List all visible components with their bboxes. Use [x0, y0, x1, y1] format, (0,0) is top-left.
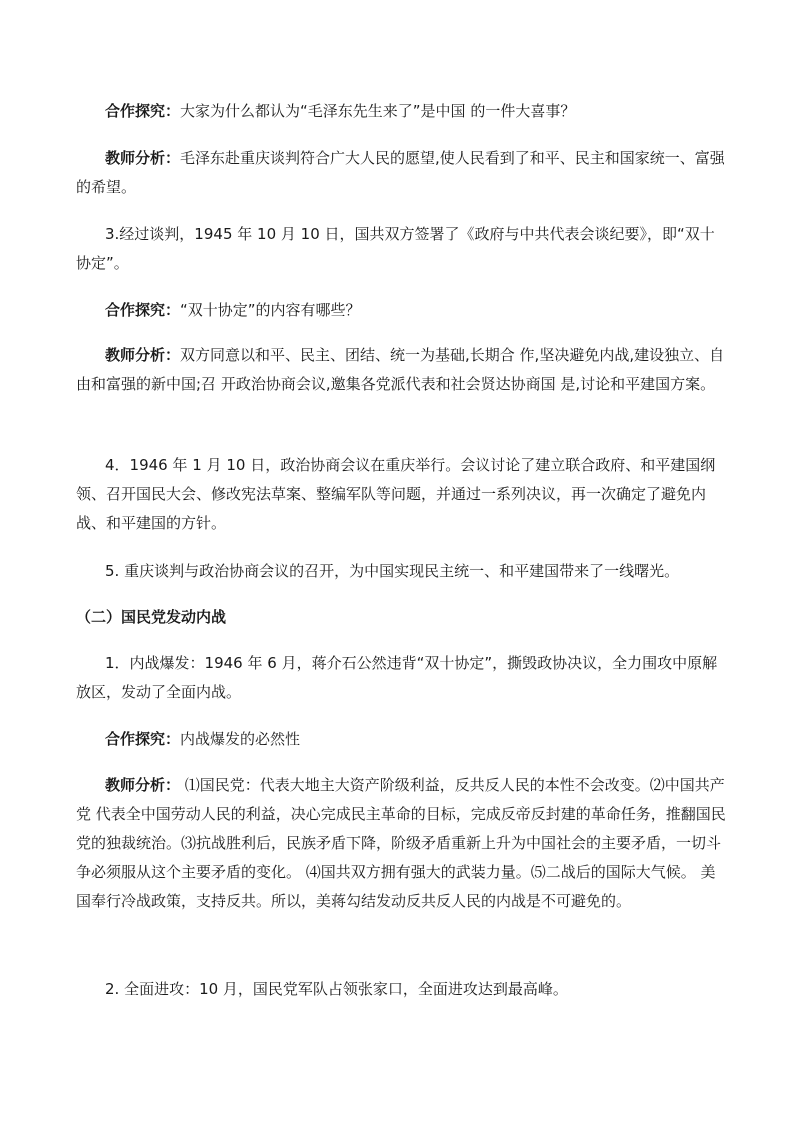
inquiry-label: 合作探究： — [105, 102, 181, 120]
paragraph-cooperative-inquiry-3 — [76, 725, 726, 754]
analysis-label: 教师分析： — [105, 149, 181, 167]
inquiry-text: “双十协定”的内容有哪些？ — [180, 301, 361, 319]
paragraph-point-5 — [76, 557, 726, 586]
paragraph-civil-war-outbreak — [76, 649, 726, 707]
analysis-label: 教师分析： — [105, 776, 181, 794]
analysis-text: 毛泽东赴重庆谈判符合广大人民的愿望,使人民看到了和平、民主和国家统一、富强的希望。 — [76, 149, 725, 196]
analysis-text: ⑴国民党：代表大地主大资产阶级利益，反共反人民的本性不会改变。⑵中国共产党 代表全中国劳动人民的利益，决心完成民主革命的目标，完成反帝反封建的革命任务，推翻国民党的独裁统治。⑶抗战胜利后，民族矛盾下降，阶级矛盾重新上升为中国社会的主要矛盾，一切斗争必须服从这个主要矛盾的变化。 ⑷国共双方拥有强大的武装力量。⑸二战后的国际大气候。 美国奉行冷战政策，支持反共。所以，美蒋勾结发动反共反人民的内战是不可避免的。 — [76, 776, 726, 910]
point-text: 2. 全面进攻：10 月，国民党军队占领张家口，全面进攻达到最高峰。 — [105, 980, 568, 998]
paragraph-full-offensive — [76, 975, 726, 1004]
paragraph-teacher-analysis-3 — [76, 771, 726, 916]
analysis-label: 教师分析： — [105, 346, 181, 364]
paragraph-teacher-analysis-2 — [76, 341, 726, 399]
point-text: 5. 重庆谈判与政治协商会议的召开，为中国实现民主统一、和平建国带来了一线曙光。 — [105, 562, 680, 580]
paragraph-point-3 — [76, 220, 726, 278]
point-text: 1．内战爆发：1946 年 6 月，蒋介石公然违背“双十协定”，撕毁政协决议，全力围攻中原解放区，发动了全面内战。 — [76, 654, 718, 701]
analysis-text: 双方同意以和平、民主、团结、统一为基础,长期合 作,坚决避免内战,建设独立、自由和富强的新中国;召 开政治协商会议,邀集各党派代表和社会贤达协商国 是,讨论和平建国方案。 — [76, 346, 725, 393]
inquiry-label: 合作探究： — [105, 730, 181, 748]
paragraph-cooperative-inquiry-2 — [76, 296, 726, 325]
paragraph-cooperative-inquiry-1 — [76, 97, 726, 126]
point-text: 3.经过谈判，1945 年 10 月 10 日，国共双方签署了《政府与中共代表会谈纪要》，即“双十协定”。 — [76, 225, 715, 272]
paragraph-teacher-analysis-1 — [76, 144, 726, 202]
section-heading — [76, 603, 726, 632]
point-text: 4．1946 年 1 月 10 日，政治协商会议在重庆举行。会议讨论了建立联合政府、和平建国纲领、召开国民大会、修改宪法草案、整编军队等问题，并通过一系列决议，再一次确定了避免内战、和平建国的方针。 — [76, 456, 716, 532]
inquiry-text: 大家为什么都认为“毛泽东先生来了”是中国 的一件大喜事？ — [180, 102, 576, 120]
paragraph-point-4 — [76, 451, 726, 538]
inquiry-text: 内战爆发的必然性 — [180, 730, 301, 748]
section-heading-text: （二）国民党发动内战 — [76, 608, 227, 626]
inquiry-label: 合作探究： — [105, 301, 181, 319]
